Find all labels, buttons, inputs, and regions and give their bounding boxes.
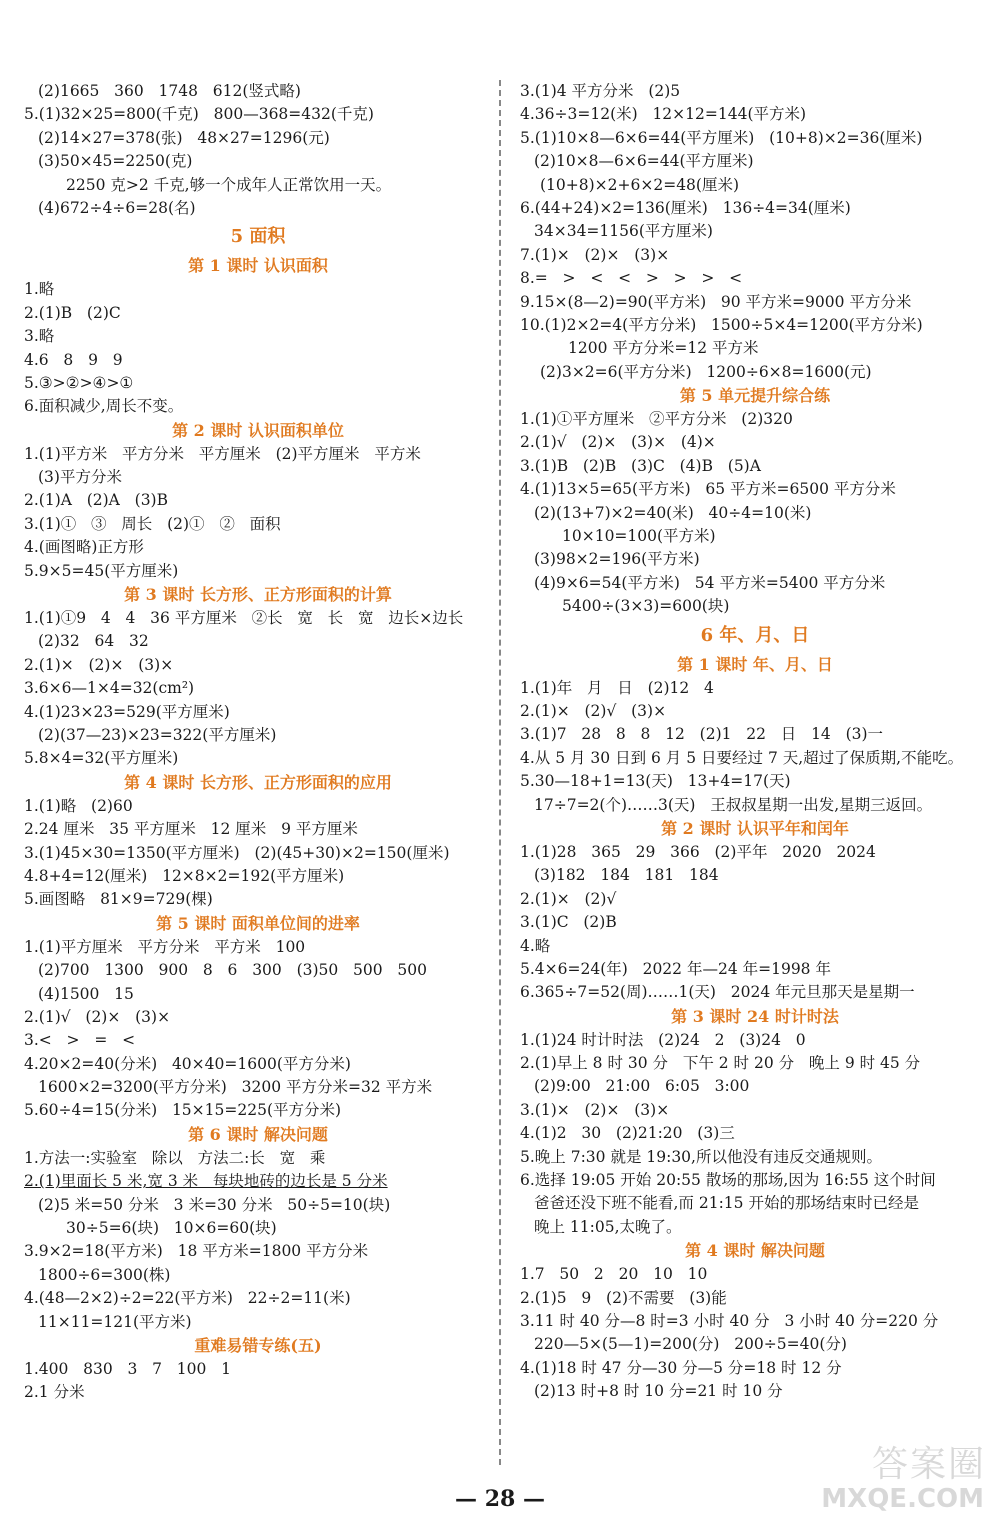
answer-line: 30÷5=6(块) 10×6=60(块) bbox=[66, 1219, 277, 1238]
answer-line: 5.4×6=24(年) 2022 年—24 年=1998 年 bbox=[520, 959, 831, 978]
watermark-logo-text: 答案圈 bbox=[871, 1444, 986, 1485]
answer-line: 4.(1)23×23=529(平方厘米) bbox=[24, 702, 230, 721]
answer-line: 1.(1)24 时计时法 (2)24 2 (3)24 0 bbox=[520, 1030, 806, 1049]
answer-line: 220—5×(5—1)=200(分) 200÷5=40(分) bbox=[534, 1335, 847, 1354]
answer-line: 2.24 厘米 35 平方厘米 12 厘米 9 平方厘米 bbox=[24, 820, 358, 839]
answer-line: 3.(1)× (2)× (3)× bbox=[520, 1100, 670, 1119]
answer-line: 5.9×5=45(平方厘米) bbox=[24, 561, 179, 580]
answer-line: 6.365÷7=52(周)……1(天) 2024 年元旦那天是星期一 bbox=[520, 983, 915, 1002]
answer-line: (2)3×2=6(平方分米) 1200÷6×8=1600(元) bbox=[540, 362, 872, 381]
answer-line: (3)98×2=196(平方米) bbox=[534, 550, 700, 569]
answer-line: 2250 克>2 千克,够一个成年人正常饮用一天。 bbox=[66, 175, 392, 194]
answer-line: (4)1500 15 bbox=[38, 984, 134, 1003]
section-heading: 第 3 课时 24 时计时法 bbox=[671, 1006, 839, 1026]
answer-line: 3.(1)45×30=1350(平方厘米) (2)(45+30)×2=150(厘米) bbox=[24, 843, 450, 862]
answer-line: 1800÷6=300(株) bbox=[38, 1265, 171, 1284]
answer-line: (2)(37—23)×23=322(平方厘米) bbox=[38, 725, 277, 744]
section-heading: 第 4 课时 解决问题 bbox=[685, 1241, 825, 1261]
answer-line: 4.8+4=12(厘米) 12×8×2=192(平方厘米) bbox=[24, 866, 345, 885]
answer-line: 10.(1)2×2=4(平方分米) 1500÷5×4=1200(平方分米) bbox=[520, 315, 923, 334]
answer-line: (2)10×8—6×6=44(平方厘米) bbox=[534, 152, 754, 171]
answer-line: 3.(1)C (2)B bbox=[520, 913, 617, 932]
answer-line: 5.晚上 7:30 就是 19:30,所以他没有违反交通规则。 bbox=[520, 1147, 882, 1166]
answer-line: 1.(1)①9 4 4 36 平方厘米 ②长 宽 长 宽 边长×边长 bbox=[24, 609, 464, 628]
answer-line: 1.400 830 3 7 100 1 bbox=[24, 1359, 232, 1378]
answer-line: 1600×2=3200(平方分米) 3200 平方分米=32 平方米 bbox=[38, 1078, 433, 1097]
answer-line: (2)700 1300 900 8 6 300 (3)50 500 500 bbox=[38, 961, 427, 980]
watermark-url: MXQE.COM bbox=[821, 1484, 984, 1514]
answer-line: (2)32 64 32 bbox=[38, 632, 149, 651]
answer-line: 8.= > < < > > > < bbox=[520, 269, 743, 288]
answer-line: 1.7 50 2 20 10 10 bbox=[520, 1265, 708, 1284]
answer-line: 3.(1)7 28 8 8 12 (2)1 22 日 14 (3)一 bbox=[520, 725, 884, 744]
answer-line: 4.20×2=40(分米) 40×40=1600(平方分米) bbox=[24, 1054, 351, 1073]
section-heading: 第 1 课时 认识面积 bbox=[188, 256, 328, 276]
answer-line: 3.11 时 40 分—8 时=3 小时 40 分 3 小时 40 分=220 分 bbox=[520, 1311, 939, 1330]
answer-line: 4.6 8 9 9 bbox=[24, 350, 123, 369]
left-column bbox=[24, 80, 492, 1405]
unit-heading: 5 面积 bbox=[230, 226, 286, 248]
answer-line: 5.③>②>④>① bbox=[24, 373, 134, 392]
answer-line: 2.(1)× (2)√ (3)× bbox=[520, 701, 667, 720]
section-heading: 第 1 课时 年、月、日 bbox=[677, 654, 833, 674]
section-heading: 重难易错专练(五) bbox=[194, 1335, 322, 1355]
answer-line: 1200 平方分米=12 平方米 bbox=[568, 339, 759, 358]
answer-line: 2.(1)5 9 (2)不需要 (3)能 bbox=[520, 1288, 727, 1307]
answer-line: (3)182 184 181 184 bbox=[534, 866, 719, 885]
section-heading: 第 2 课时 认识面积单位 bbox=[172, 420, 344, 440]
answer-line: 1.(1)平方厘米 平方分米 平方米 100 bbox=[24, 937, 306, 956]
answer-line: 4.略 bbox=[520, 936, 551, 955]
answer-line: 5.画图略 81×9=729(棵) bbox=[24, 890, 213, 909]
answer-line: 3.略 bbox=[24, 327, 55, 346]
answer-line: (2)13 时+8 时 10 分=21 时 10 分 bbox=[534, 1382, 783, 1401]
answer-line: 6.面积减少,周长不变。 bbox=[24, 397, 184, 416]
answer-line: 2.(1)里面长 5 米,宽 3 米 每块地砖的边长是 5 分米 bbox=[24, 1172, 388, 1191]
answer-line: (2)(13+7)×2=40(米) 40÷4=10(米) bbox=[534, 503, 812, 522]
answer-line: 6.(44+24)×2=136(厘米) 136÷4=34(厘米) bbox=[520, 198, 851, 217]
answer-line: 4.(48—2×2)÷2=22(平方米) 22÷2=11(米) bbox=[24, 1289, 351, 1308]
answer-line: 3.(1)① ③ 周长 (2)① ② 面积 bbox=[24, 514, 281, 533]
answer-line: 5.30—18+1=13(天) 13+4=17(天) bbox=[520, 772, 791, 791]
section-heading: 第 3 课时 长方形、正方形面积的计算 bbox=[124, 585, 392, 605]
section-heading: 第 4 课时 长方形、正方形面积的应用 bbox=[124, 772, 392, 792]
answer-line: 7.(1)× (2)× (3)× bbox=[520, 245, 670, 264]
answer-line: 3.9×2=18(平方米) 18 平方米=1800 平方分米 bbox=[24, 1242, 369, 1261]
answer-line: (10+8)×2+6×2=48(厘米) bbox=[540, 175, 740, 194]
answer-line: 4.(1)18 时 47 分—30 分—5 分=18 时 12 分 bbox=[520, 1358, 842, 1377]
answer-line: 1.(1)①平方厘米 ②平方分米 (2)320 bbox=[520, 410, 793, 429]
answer-line: 10×10=100(平方米) bbox=[562, 527, 716, 546]
answer-line: 2.(1)× (2)× (3)× bbox=[24, 655, 174, 674]
answer-line: 1.方法一:实验室 除以 方法二:长 宽 乘 bbox=[24, 1148, 326, 1167]
section-heading: 第 6 课时 解决问题 bbox=[188, 1124, 328, 1144]
answer-line: 爸爸还没下班不能看,而 21:15 开始的那场结束时已经是 bbox=[534, 1194, 919, 1213]
answer-line: 1.(1)平方米 平方分米 平方厘米 (2)平方厘米 平方米 bbox=[24, 444, 421, 463]
answer-line: 5.8×4=32(平方厘米) bbox=[24, 749, 179, 768]
answer-line: (2)1665 360 1748 612(竖式略) bbox=[38, 82, 301, 100]
page-number: — 28 — bbox=[455, 1486, 545, 1512]
answer-line: 1.(1)年 月 日 (2)12 4 bbox=[520, 678, 714, 697]
answer-line: 4.从 5 月 30 日到 6 月 5 日要经过 7 天,超过了保质期,不能吃。 bbox=[520, 748, 964, 767]
answer-line: 3.6×6—1×4=32(cm²) bbox=[24, 679, 195, 698]
answer-line: 5.(1)10×8—6×6=44(平方厘米) (10+8)×2=36(厘米) bbox=[520, 128, 923, 147]
answer-line: 4.(1)2 30 (2)21:20 (3)三 bbox=[520, 1124, 735, 1143]
answer-line: 2.(1)A (2)A (3)B bbox=[24, 491, 168, 510]
section-heading: 第 5 课时 面积单位间的进率 bbox=[156, 913, 360, 933]
answer-line: 5.(1)32×25=800(千克) 800—368=432(千克) bbox=[24, 105, 374, 124]
answer-line: 11×11=121(平方米) bbox=[38, 1312, 192, 1331]
answer-line: 34×34=1156(平方厘米) bbox=[534, 222, 713, 241]
answer-line: 5.60÷4=15(分米) 15×15=225(平方分米) bbox=[24, 1101, 342, 1120]
answer-line: 4.(1)13×5=65(平方米) 65 平方米=6500 平方分米 bbox=[520, 480, 896, 499]
answer-line: 1.略 bbox=[24, 280, 55, 299]
right-column bbox=[520, 80, 990, 1404]
answer-line: (3)平方分米 bbox=[38, 468, 122, 487]
answer-line: 1.(1)28 365 29 366 (2)平年 2020 2024 bbox=[520, 842, 876, 861]
answer-line: 9.15×(8—2)=90(平方米) 90 平方米=9000 平方分米 bbox=[520, 292, 912, 311]
answer-line: (3)50×45=2250(克) bbox=[38, 152, 193, 171]
section-heading: 第 2 课时 认识平年和闰年 bbox=[661, 818, 849, 838]
answer-line: 3.< > = < bbox=[24, 1031, 136, 1050]
answer-line: 3.(1)B (2)B (3)C (4)B (5)A bbox=[520, 456, 761, 475]
unit-heading: 6 年、月、日 bbox=[700, 624, 810, 646]
answer-line: 2.(1)× (2)√ bbox=[520, 889, 617, 908]
answer-line: 3.(1)4 平方分米 (2)5 bbox=[520, 82, 681, 100]
answer-line: (4)672÷4÷6=28(名) bbox=[38, 198, 196, 217]
answer-line: 6.选择 19:05 开始 20:55 散场的那场,因为 16:55 这个时间 bbox=[520, 1171, 936, 1190]
answer-line: (2)14×27=378(张) 48×27=1296(元) bbox=[38, 128, 330, 147]
answer-line: 1.(1)略 (2)60 bbox=[24, 796, 133, 815]
answer-line: 2.1 分米 bbox=[24, 1383, 85, 1402]
section-heading: 第 5 单元提升综合练 bbox=[679, 386, 831, 406]
answer-line: (2)9:00 21:00 6:05 3:00 bbox=[534, 1077, 750, 1096]
answer-line: (4)9×6=54(平方米) 54 平方米=5400 平方分米 bbox=[534, 573, 886, 592]
column-divider bbox=[499, 80, 501, 1465]
watermark bbox=[816, 1436, 986, 1516]
answer-line: 4.36÷3=12(米) 12×12=144(平方米) bbox=[520, 105, 807, 124]
answer-line: 2.(1)B (2)C bbox=[24, 303, 121, 322]
answer-line: 4.(画图略)正方形 bbox=[24, 538, 144, 557]
answer-line: 5400÷(3×3)=600(块) bbox=[562, 597, 730, 616]
answer-line: 2.(1)早上 8 时 30 分 下午 2 时 20 分 晚上 9 时 45 分 bbox=[520, 1054, 921, 1073]
answer-line: (2)5 米=50 分米 3 米=30 分米 50÷5=10(块) bbox=[38, 1195, 391, 1214]
answer-line: 2.(1)√ (2)× (3)× bbox=[24, 1007, 171, 1026]
answer-line: 2.(1)√ (2)× (3)× (4)× bbox=[520, 433, 716, 452]
answer-line: 晚上 11:05,太晚了。 bbox=[534, 1217, 682, 1236]
answer-line: 17÷7=2(个)……3(天) 王叔叔星期一出发,星期三返回。 bbox=[534, 795, 933, 814]
